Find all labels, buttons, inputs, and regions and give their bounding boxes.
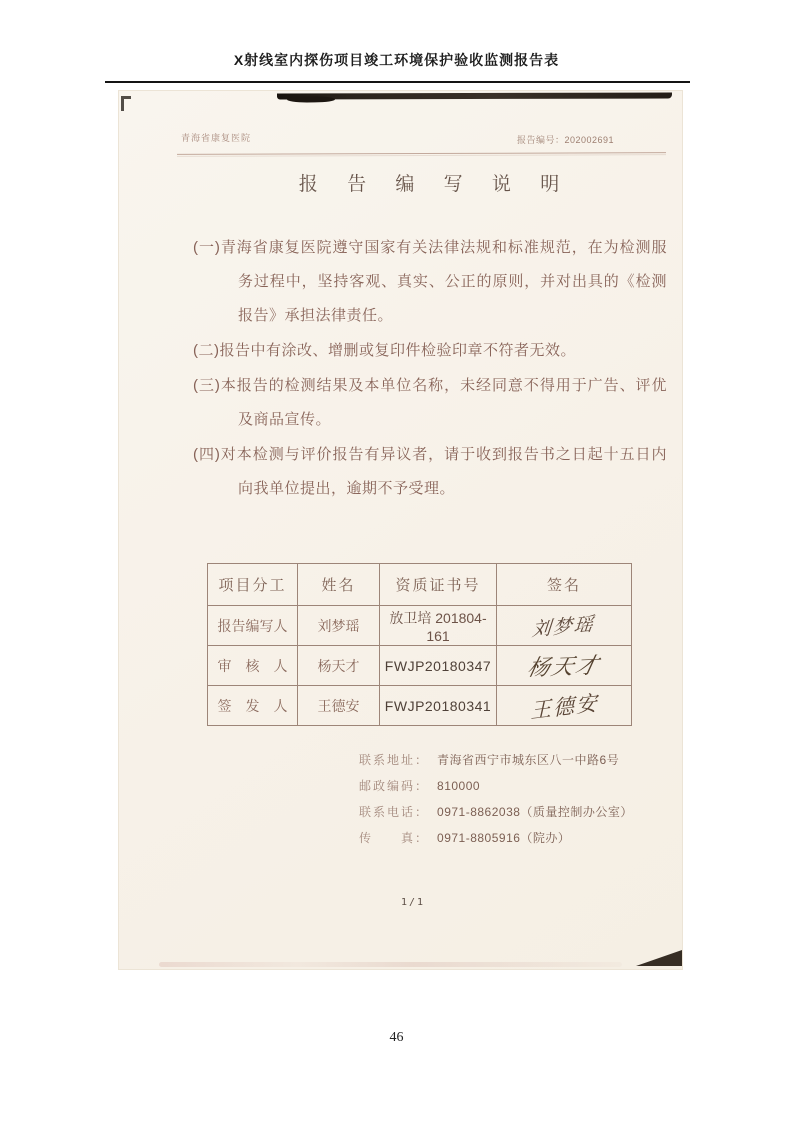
note-paragraph [193, 231, 667, 333]
report-notes [193, 231, 667, 507]
note-paragraph [193, 369, 667, 437]
role-cell: 审 核 人 [208, 646, 298, 686]
contact-value: 810000 [437, 779, 481, 793]
report-number: 报告编号：202002691 [517, 135, 615, 145]
scan-bottom-smudge [159, 962, 622, 967]
table-row [208, 646, 632, 686]
note-number: (二) [193, 342, 220, 359]
contact-label: 传 真： [359, 831, 430, 845]
note-number: (一) [193, 239, 221, 256]
contact-value: 0971-8862038（质量控制办公室） [437, 805, 633, 819]
contact-label: 邮政编码： [359, 779, 430, 793]
contact-row [359, 799, 633, 825]
scan-header-divider [177, 152, 666, 155]
note-paragraph [193, 438, 667, 506]
name-cell: 王德安 [298, 686, 380, 726]
note-text: 本报告的检测结果及本单位名称，未经同意不得用于广告、评优及商品宣传。 [220, 377, 667, 428]
cert-cell: FWJP20180347 [380, 646, 497, 686]
page-number: 46 [389, 1030, 404, 1045]
contact-row [359, 773, 633, 799]
note-paragraph [193, 334, 667, 368]
organization-name: 青海省康复医院 [181, 133, 252, 143]
note-number: (三) [193, 377, 221, 394]
table-header-row [208, 564, 632, 606]
scan-top-edge-artifact [277, 92, 672, 99]
column-header-cert: 资质证书号 [380, 564, 497, 606]
handwritten-signature: 杨天才 [525, 652, 603, 681]
table-row [208, 606, 632, 646]
signature-cell [497, 646, 632, 686]
signoff-table [207, 563, 632, 726]
name-cell: 杨天才 [298, 646, 380, 686]
scan-bottom-corner-artifact [636, 950, 682, 966]
cert-cell: FWJP20180341 [380, 686, 497, 726]
contact-label: 联系电话： [359, 805, 430, 819]
handwritten-signature: 刘梦瑶 [531, 614, 597, 641]
document-header-title: X射线室内探伤项目竣工环境保护验收监测报告表 [233, 52, 560, 68]
header-divider [105, 81, 690, 83]
column-header-role: 项目分工 [208, 564, 298, 606]
column-header-signature: 签名 [497, 564, 632, 606]
column-header-name: 姓名 [298, 564, 380, 606]
cert-cell: 放卫培 201804-161 [380, 606, 497, 646]
contact-row [359, 747, 633, 773]
signature-cell [497, 606, 632, 646]
scan-page-title: 报 告 编 写 说 明 [298, 174, 572, 195]
role-cell: 报告编写人 [208, 606, 298, 646]
note-text: 青海省康复医院遵守国家有关法律法规和标准规范，在为检测服务过程中，坚持客观、真实、公正的原则，并对出具的《检测报告》承担法律责任。 [220, 239, 667, 324]
role-cell: 签 发 人 [208, 686, 298, 726]
contact-value: 0971-8805916（院办） [437, 831, 571, 845]
scan-page-indicator: 1/1 [401, 897, 426, 908]
contact-value: 青海省西宁市城东区八一中路6号 [437, 753, 620, 767]
note-text: 报告中有涂改、增删或复印件检验印章不符者无效。 [219, 342, 577, 359]
contact-label: 联系地址： [359, 753, 430, 767]
contact-info [359, 747, 633, 851]
contact-row [359, 825, 633, 851]
note-number: (四) [193, 446, 221, 463]
name-cell: 刘梦瑶 [298, 606, 380, 646]
handwritten-signature: 王德安 [529, 691, 599, 723]
note-text: 对本检测与评价报告有异议者，请于收到报告书之日起十五日内向我单位提出，逾期不予受理。 [220, 446, 667, 497]
signature-cell [497, 686, 632, 726]
scanned-report-page [118, 90, 683, 970]
scan-corner-artifact [121, 96, 131, 111]
table-row [208, 686, 632, 726]
